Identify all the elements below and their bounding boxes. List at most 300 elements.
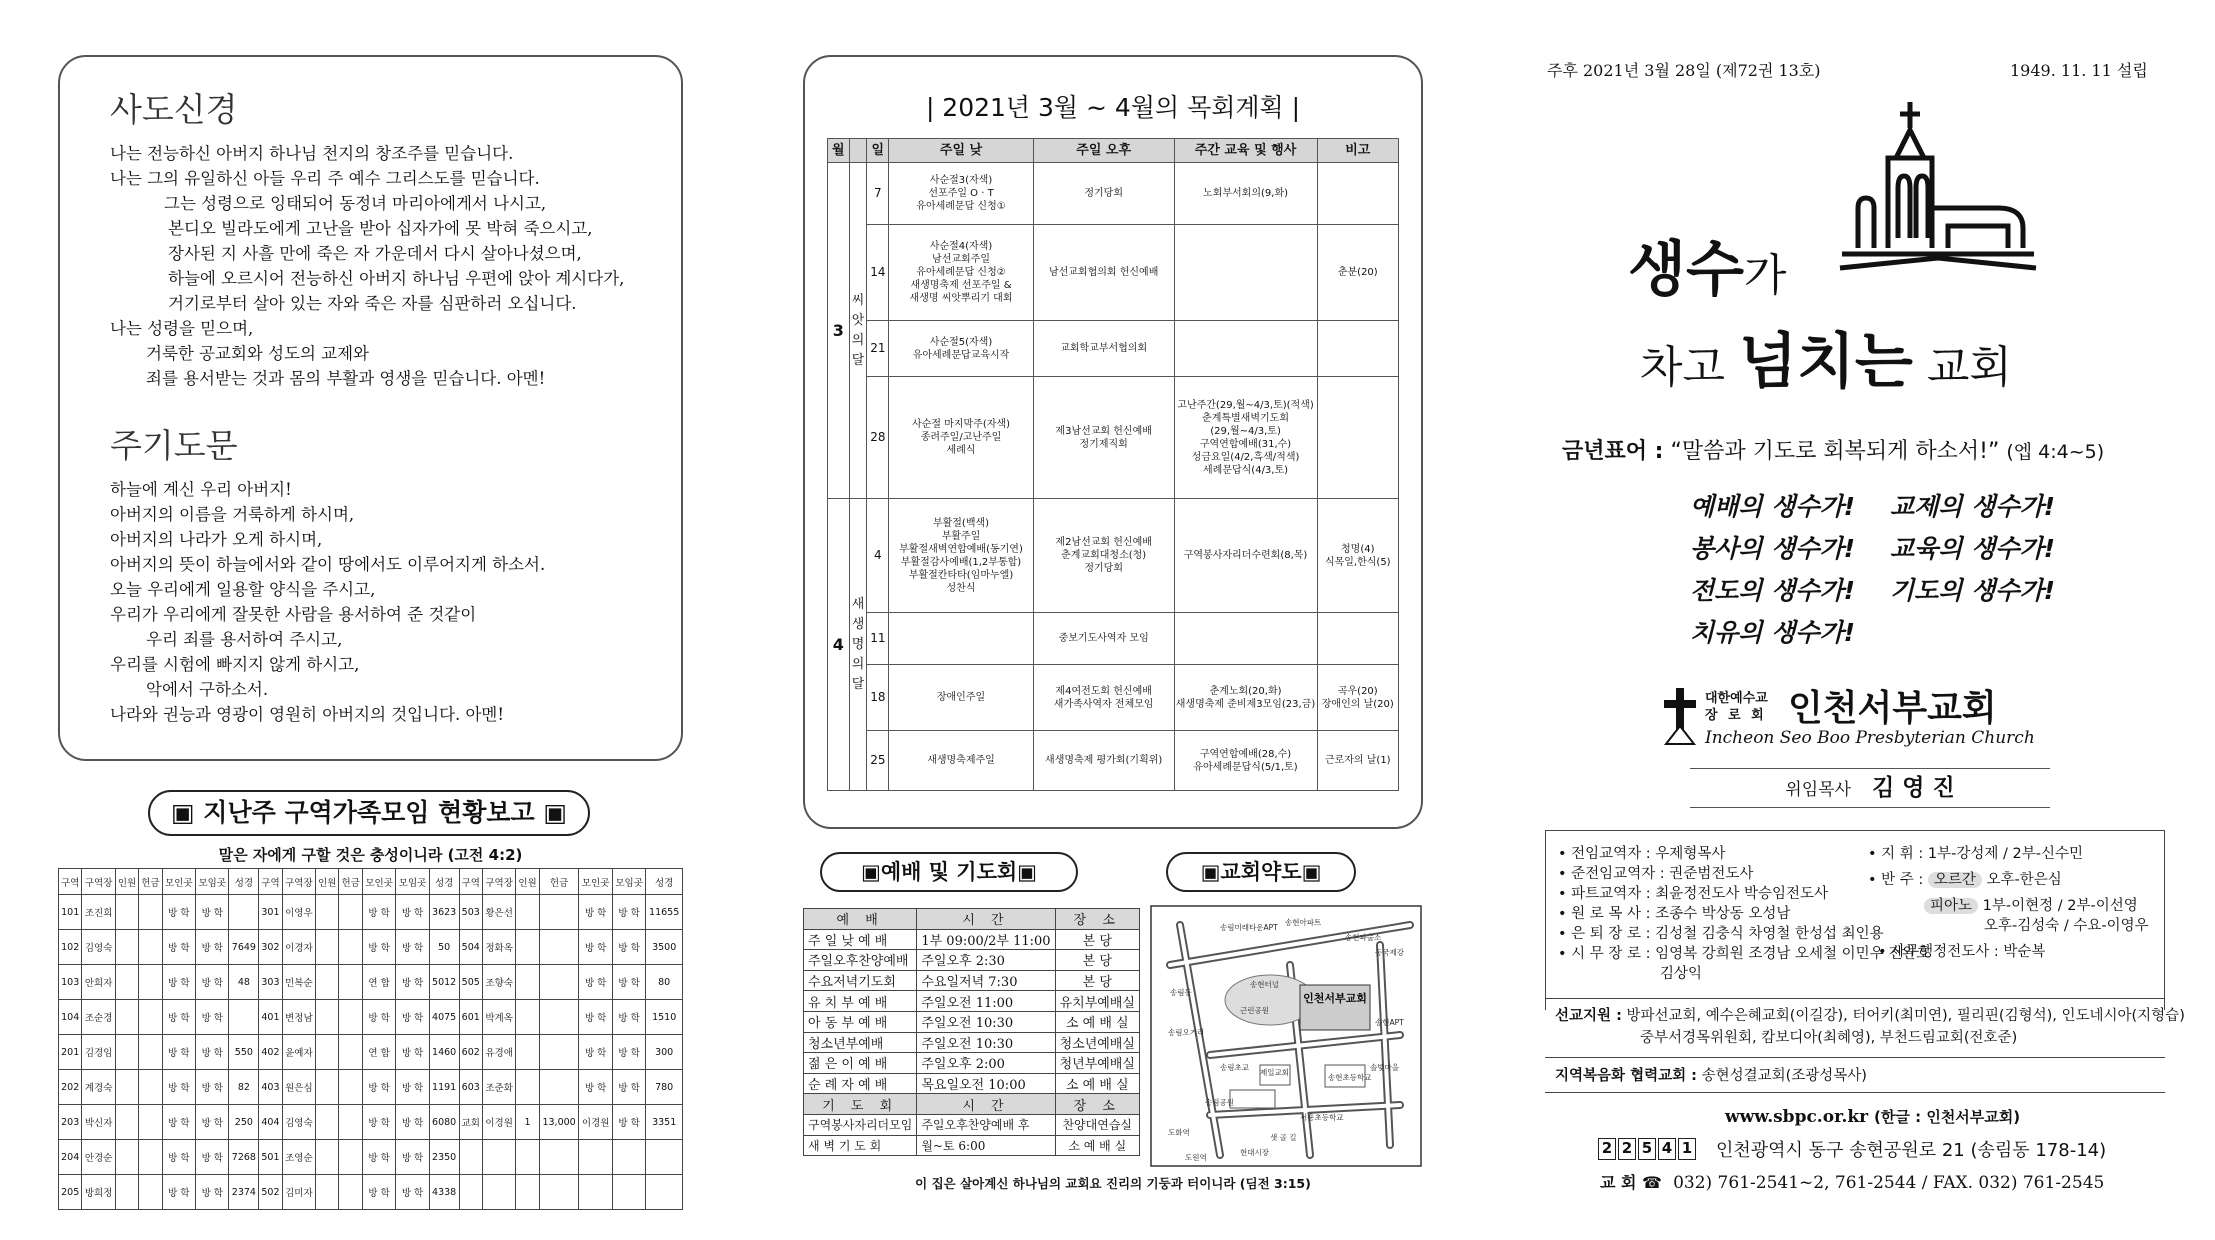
church-slogan-logo-2: 차고 넘치는 교회 xyxy=(1640,327,2012,397)
table-cell: 402 xyxy=(259,1035,282,1070)
table-cell: 1191 xyxy=(429,1070,459,1105)
table-header-cell: 헌금 xyxy=(539,869,579,895)
plan-header-cell: 주간 교육 및 행사 xyxy=(1174,139,1317,163)
staff-line: • 은 퇴 장 로 : 김성철 김충식 차영철 한성섭 최인용 xyxy=(1558,926,1884,942)
table-row xyxy=(59,1070,683,1105)
table-cell: 102 xyxy=(59,930,82,965)
table-cell: 방 학 xyxy=(162,1035,195,1070)
plan-cell: 춘계노회(20,화) 새생명축제 준비제3모임(23,금) xyxy=(1174,665,1317,731)
table-cell: 방 학 xyxy=(612,1000,645,1035)
slogan: 봉사의 생수가! xyxy=(1690,534,1856,563)
worship-cell: 주일오전 11:00 xyxy=(917,991,1055,1012)
plan-day: 11 xyxy=(867,613,889,665)
table-cell xyxy=(115,1175,138,1210)
table-cell: 401 xyxy=(259,1000,282,1035)
table-cell: 정화옥 xyxy=(482,930,515,965)
table-cell xyxy=(516,930,539,965)
table-cell: 3623 xyxy=(429,895,459,930)
worship-cell: 찬양대연습실 xyxy=(1055,1114,1139,1135)
table-cell: 변정남 xyxy=(282,1000,315,1035)
table-cell: 김영숙 xyxy=(82,930,115,965)
table-cell: 103 xyxy=(59,965,82,1000)
plan-day: 4 xyxy=(867,499,889,613)
table-cell xyxy=(539,965,579,1000)
worship-cell: 수요일저녁 7:30 xyxy=(917,970,1055,991)
plan-cell: 사순절4(자색) 남선교회주일 유아세례문답 신청② 새생명축제 선포주일 & 새생명 씨앗뿌리기 대회 xyxy=(889,225,1034,321)
worship-cell: 유치부예배실 xyxy=(1055,991,1139,1012)
table-header-cell: 모인곳 xyxy=(579,869,612,895)
map-title: ▣교회약도▣ xyxy=(1166,852,1356,892)
worship-cell: 주일오후 2:30 xyxy=(917,950,1055,971)
creed-line: 하늘에 오르시어 전능하신 아버지 하나님 우편에 앉아 계시다가, xyxy=(168,269,625,288)
established-date: 1949. 11. 11 설립 xyxy=(2010,61,2148,80)
table-cell xyxy=(115,1035,138,1070)
table-cell xyxy=(316,1035,339,1070)
table-cell: 1510 xyxy=(646,1000,683,1035)
table-row xyxy=(59,965,683,1000)
map-label: 송림오거리 xyxy=(1168,1028,1205,1037)
table-cell: 3351 xyxy=(646,1105,683,1140)
plan-day: 25 xyxy=(867,731,889,791)
table-cell: 6080 xyxy=(429,1105,459,1140)
zip-digit: 2 xyxy=(1618,1138,1636,1160)
map-label: 송현APT xyxy=(1375,1018,1404,1027)
table-header-cell: 모임곳 xyxy=(612,869,645,895)
table-cell: 50 xyxy=(429,930,459,965)
worship-header-cell: 장 소 xyxy=(1055,1094,1139,1115)
plan-cell: 구역봉사자리더수련회(8,목) xyxy=(1174,499,1317,613)
worship-cell: 구역봉사자리더모임 xyxy=(804,1114,917,1135)
mission: 선교지원 : 방파선교회, 예수은혜교회(이길강), 터어키(최미연), 필리핀(김형석), 인도네시아(지형습) xyxy=(1555,1008,2185,1024)
table-cell: 503 xyxy=(459,895,482,930)
table-cell xyxy=(139,1070,162,1105)
table-cell: 방 학 xyxy=(396,1105,429,1140)
worship-cell: 목요일오전 10:00 xyxy=(917,1073,1055,1094)
plan-month-theme: 씨 앗 의 달 xyxy=(849,163,867,499)
map-label: 근린공원 xyxy=(1240,1006,1269,1015)
table-cell: 502 xyxy=(259,1175,282,1210)
motto: 금년표어 : “말씀과 기도로 회복되게 하소서!” (엡 4:4~5) xyxy=(1562,439,2105,464)
table-cell: 602 xyxy=(459,1035,482,1070)
table-cell xyxy=(316,1000,339,1035)
plan-header-cell: 일 xyxy=(867,139,889,163)
creed-line: 본디오 빌라도에게 고난을 받아 십자가에 못 박혀 죽으시고, xyxy=(168,219,593,238)
plan-cell: 노회부서회의(9,화) xyxy=(1174,163,1317,225)
table-cell: 윤예자 xyxy=(282,1035,315,1070)
plan-row xyxy=(828,665,1399,731)
contact-divider xyxy=(1545,1092,2165,1093)
table-cell: 방 학 xyxy=(612,895,645,930)
table-cell: 교회 xyxy=(459,1105,482,1140)
table-cell: 방 학 xyxy=(196,1105,229,1140)
plan-cell xyxy=(1317,321,1398,377)
table-cell: 방 학 xyxy=(162,1070,195,1105)
table-cell xyxy=(139,895,162,930)
plan-day: 18 xyxy=(867,665,889,731)
zip-digit: 5 xyxy=(1638,1138,1656,1160)
table-cell: 방 학 xyxy=(396,1000,429,1035)
creed-title: 사도신경 xyxy=(110,90,238,129)
table-cell: 방 학 xyxy=(196,930,229,965)
worship-cell: 청년부예배실 xyxy=(1055,1053,1139,1074)
plan-cell: 구역연합예배(28,수) 유아세례문답식(5/1,토) xyxy=(1174,731,1317,791)
plan-cell: 고난주간(29,월~4/3,토)(적색) 춘계특별새벽기도회 (29,월~4/3,토) 구역연합예배(31,수) 성금요일(4/2,흑색/적색) 세례문답식(4/3,토) xyxy=(1174,377,1317,499)
plan-cell: 정기당회 xyxy=(1033,163,1174,225)
table-cell: 3500 xyxy=(646,930,683,965)
plan-row xyxy=(828,499,1399,613)
table-row xyxy=(59,930,683,965)
table-cell xyxy=(316,965,339,1000)
staff-line: • 파트교역자 : 최윤정전도사 박승임전도사 xyxy=(1558,886,1828,902)
worship-header-cell: 시 간 xyxy=(917,909,1055,930)
table-cell: 조준화 xyxy=(482,1070,515,1105)
table-cell xyxy=(516,965,539,1000)
table-cell xyxy=(516,1175,539,1210)
table-cell: 이영우 xyxy=(282,895,315,930)
worship-header-row xyxy=(804,909,1140,930)
table-cell xyxy=(115,895,138,930)
table-cell: 방 학 xyxy=(612,1035,645,1070)
table-cell xyxy=(339,1175,362,1210)
table-row xyxy=(59,1000,683,1035)
worship-cell: 수요저녁기도회 xyxy=(804,970,917,991)
table-cell: 202 xyxy=(59,1070,82,1105)
prayer-title: 주기도문 xyxy=(110,426,238,465)
address-line: 2 2 5 4 1 인천광역시 동구 송현공원로 21 (송림동 178-14) xyxy=(1598,1136,2106,1162)
table-cell: 404 xyxy=(259,1105,282,1140)
table-cell xyxy=(139,965,162,1000)
table-cell: 방희정 xyxy=(82,1175,115,1210)
table-cell xyxy=(482,1140,515,1175)
prayer-line: 아버지의 이름을 거룩하게 하시며, xyxy=(110,505,355,524)
worship-header-cell: 시 간 xyxy=(917,1094,1055,1115)
table-cell: 4338 xyxy=(429,1175,459,1210)
worship-cell: 청소년부예배 xyxy=(804,1032,917,1053)
table-cell: 방 학 xyxy=(362,1140,395,1175)
table-cell: 7268 xyxy=(229,1140,259,1175)
table-cell: 유경애 xyxy=(482,1035,515,1070)
table-cell: 방 학 xyxy=(396,965,429,1000)
table-cell xyxy=(316,1105,339,1140)
table-cell: 1 xyxy=(516,1105,539,1140)
zip-code xyxy=(1598,1138,1698,1160)
table-cell xyxy=(339,1070,362,1105)
table-cell: 방 학 xyxy=(396,1140,429,1175)
plan-cell: 중보기도사역자 모임 xyxy=(1033,613,1174,665)
plan-month: 4 xyxy=(828,499,850,791)
plan-cell: 곡우(20) 장애인의 날(20) xyxy=(1317,665,1398,731)
table-cell xyxy=(339,1000,362,1035)
table-cell: 13,000 xyxy=(539,1105,579,1140)
plan-cell xyxy=(1317,613,1398,665)
plan-header-cell: 비고 xyxy=(1317,139,1398,163)
prayer-line: 악에서 구하소서. xyxy=(146,680,269,699)
table-cell xyxy=(115,930,138,965)
table-cell xyxy=(516,1035,539,1070)
plan-row xyxy=(828,377,1399,499)
table-cell: 원은심 xyxy=(282,1070,315,1105)
prayer-line: 아버지의 뜻이 하늘에서와 같이 땅에서도 이루어지게 하소서. xyxy=(110,555,546,574)
table-cell: 505 xyxy=(459,965,482,1000)
worship-header-cell: 장 소 xyxy=(1055,909,1139,930)
table-cell: 방 학 xyxy=(612,965,645,1000)
table-row xyxy=(59,895,683,930)
table-cell: 방 학 xyxy=(579,1000,612,1035)
plan-cell: 사순절3(자색) 선포주일 O · T 유아세례문답 신청① xyxy=(889,163,1034,225)
plan-day: 28 xyxy=(867,377,889,499)
table-header-cell: 헌금 xyxy=(139,869,162,895)
plan-row xyxy=(828,321,1399,377)
table-cell: 이경원 xyxy=(579,1105,612,1140)
plan-header-cell: 주일 오후 xyxy=(1033,139,1174,163)
table-cell: 조진희 xyxy=(82,895,115,930)
worship-verse: 이 집은 살아계신 하나님의 교회요 진리의 기둥과 터이니라 (딤전 3:15) xyxy=(915,1176,1311,1191)
plan-day: 14 xyxy=(867,225,889,321)
table-cell: 방 학 xyxy=(162,930,195,965)
table-cell: 조영순 xyxy=(282,1140,315,1175)
table-header-row xyxy=(59,869,683,895)
plan-cell: 사순절5(자색) 유아세례문답교육시작 xyxy=(889,321,1034,377)
table-cell xyxy=(612,1175,645,1210)
table-cell xyxy=(482,1175,515,1210)
staff-line: • 시 무 장 로 : 임영복 강희원 조경남 오세철 이민우 전완호 xyxy=(1558,946,1931,962)
table-header-cell: 구역장 xyxy=(282,869,315,895)
table-cell: 계경숙 xyxy=(82,1070,115,1105)
table-cell: 방 학 xyxy=(362,1175,395,1210)
worship-cell: 주일오전 10:30 xyxy=(917,1011,1055,1032)
prayer-line: 우리 죄를 용서하여 주시고, xyxy=(146,630,343,649)
table-cell: 방 학 xyxy=(396,895,429,930)
table-cell: 780 xyxy=(646,1070,683,1105)
table-cell xyxy=(339,1105,362,1140)
table-cell: 603 xyxy=(459,1070,482,1105)
plan-cell xyxy=(1317,377,1398,499)
table-header-cell: 헌금 xyxy=(339,869,362,895)
map-label: 송현터널 xyxy=(1250,980,1279,989)
table-cell xyxy=(229,1000,259,1035)
map-label: 솔빛마을 xyxy=(1370,1063,1399,1072)
worship-row xyxy=(804,1011,1140,1032)
report-title: ▣ 지난주 구역가족모임 현황보고 ▣ xyxy=(148,790,590,836)
table-cell xyxy=(316,895,339,930)
plan-day: 7 xyxy=(867,163,889,225)
worship-cell: 1부 09:00/2부 11:00 xyxy=(917,929,1055,950)
prayer-line: 우리가 우리에게 잘못한 사람을 용서하여 준 것같이 xyxy=(110,605,477,624)
table-cell: 방 학 xyxy=(196,1140,229,1175)
table-row xyxy=(59,1105,683,1140)
worship-row xyxy=(804,1114,1140,1135)
table-cell xyxy=(115,1000,138,1035)
table-cell xyxy=(316,1070,339,1105)
denomination: 대한예수교 장 로 회 xyxy=(1705,691,1768,723)
worship-cell: 소 예 배 실 xyxy=(1055,1011,1139,1032)
table-header-cell: 구역장 xyxy=(82,869,115,895)
table-cell: 301 xyxy=(259,895,282,930)
plan-row xyxy=(828,731,1399,791)
website-link[interactable]: www.sbpc.or.kr xyxy=(1725,1107,1869,1127)
prayer-body xyxy=(110,477,545,727)
creed-line: 그는 성령으로 잉태되어 동정녀 마리아에게서 나시고, xyxy=(164,194,547,213)
worship-row xyxy=(804,950,1140,971)
table-cell: 501 xyxy=(259,1140,282,1175)
table-header-cell: 구역장 xyxy=(482,869,515,895)
plan-cell: 새생명축제 평가회(기획위) xyxy=(1033,731,1174,791)
prayer-line: 우리를 시험에 빠지지 않게 하시고, xyxy=(110,655,360,674)
plan-row xyxy=(828,613,1399,665)
plan-cell: 제3남선교회 헌신예배 정기제직회 xyxy=(1033,377,1174,499)
creed-line: 나는 성령을 믿으며, xyxy=(110,319,254,338)
slogan: 전도의 생수가! xyxy=(1690,576,1856,605)
table-cell: 방 학 xyxy=(196,895,229,930)
table-header-cell: 인원 xyxy=(516,869,539,895)
map-label: 송현초등학교 xyxy=(1328,1073,1372,1082)
church-name-english: Incheon Seo Boo Presbyterian Church xyxy=(1705,728,2035,748)
plan-cell xyxy=(1174,225,1317,321)
plan-row xyxy=(828,225,1399,321)
table-cell: 방 학 xyxy=(396,1035,429,1070)
plan-title: | 2021년 3월 ~ 4월의 목회계획 | xyxy=(925,93,1301,122)
table-cell: 방 학 xyxy=(612,1070,645,1105)
table-cell: 403 xyxy=(259,1070,282,1105)
creed-line: 나는 전능하신 아버지 하나님 천지의 창조주를 믿습니다. xyxy=(110,144,514,163)
table-cell: 302 xyxy=(259,930,282,965)
table-cell: 방 학 xyxy=(196,1175,229,1210)
slogans xyxy=(1690,486,2110,654)
issue-date: 주후 2021년 3월 28일 (제72권 13호) xyxy=(1547,61,1821,80)
table-cell: 방 학 xyxy=(579,965,612,1000)
table-cell: 11655 xyxy=(646,895,683,930)
plan-cell: 부활절(백색) 부활주일 부활절새벽연합예배(동기연) 부활절감사예배(1,2부통합) 부활절칸타타(임마누엘) 성찬식 xyxy=(889,499,1034,613)
plan-header-cell: 주일 낮 xyxy=(889,139,1034,163)
table-cell xyxy=(316,1175,339,1210)
table-row xyxy=(59,1175,683,1210)
table-cell xyxy=(646,1175,683,1210)
table-header-cell: 구역 xyxy=(259,869,282,895)
plan-day: 21 xyxy=(867,321,889,377)
phone-line: 교 회 ☎ 032) 761-2541~2, 761-2544 / FAX. 032) 761-2545 xyxy=(1600,1173,2105,1193)
worship-cell: 청소년예배실 xyxy=(1055,1032,1139,1053)
worship-header-cell: 예 배 xyxy=(804,909,917,930)
creed-line: 거룩한 공교회와 성도의 교제와 xyxy=(146,344,369,363)
table-cell xyxy=(539,1175,579,1210)
table-cell xyxy=(516,1000,539,1035)
church-building-icon xyxy=(1838,98,2038,280)
table-cell xyxy=(139,1140,162,1175)
table-cell xyxy=(115,965,138,1000)
table-cell: 방 학 xyxy=(162,895,195,930)
table-cell: 2350 xyxy=(429,1140,459,1175)
staff-line: 김상익 xyxy=(1660,966,1703,982)
table-cell xyxy=(579,1140,612,1175)
table-cell: 1460 xyxy=(429,1035,459,1070)
table-header-cell: 모인곳 xyxy=(362,869,395,895)
plan-table xyxy=(827,138,1399,791)
table-cell xyxy=(539,1140,579,1175)
table-cell xyxy=(139,1000,162,1035)
table-header-cell: 성경 xyxy=(229,869,259,895)
slogan: 기도의 생수가! xyxy=(1890,576,2056,605)
table-cell: 김경임 xyxy=(82,1035,115,1070)
table-header-cell: 성경 xyxy=(429,869,459,895)
worship-cell: 유 치 부 예 배 xyxy=(804,991,917,1012)
map-church-label: 인천서부교회 xyxy=(1303,992,1367,1005)
table-cell: 방 학 xyxy=(162,1140,195,1175)
worship-cell: 새 벽 기 도 회 xyxy=(804,1135,917,1156)
plan-month-theme: 새 생 명 의 달 xyxy=(849,499,867,791)
table-cell: 방 학 xyxy=(612,930,645,965)
worship-header-cell: 기 도 회 xyxy=(804,1094,917,1115)
table-cell: 601 xyxy=(459,1000,482,1035)
map-label: 송림초교 xyxy=(1220,1063,1249,1072)
plan-cell: 제4여전도회 헌신예배 새가족사역자 전체모임 xyxy=(1033,665,1174,731)
plan-cell: 교회학교부서협의회 xyxy=(1033,321,1174,377)
pastor-line: 위임목사 김 영 진 xyxy=(1690,768,2050,808)
table-cell: 201 xyxy=(59,1035,82,1070)
slogan: 예배의 생수가! xyxy=(1690,492,1856,521)
plan-month: 3 xyxy=(828,163,850,499)
worship-row xyxy=(804,1032,1140,1053)
creed-line: 장사된 지 사흘 만에 죽은 자 가운데서 다시 살아나셨으며, xyxy=(168,244,582,263)
worship-cell: 본 당 xyxy=(1055,950,1139,971)
plan-cell xyxy=(1317,163,1398,225)
table-cell: 550 xyxy=(229,1035,259,1070)
table-cell: 2374 xyxy=(229,1175,259,1210)
table-cell: 250 xyxy=(229,1105,259,1140)
worship-cell: 아 동 부 예 배 xyxy=(804,1011,917,1032)
table-cell: 방 학 xyxy=(196,1000,229,1035)
table-cell: 204 xyxy=(59,1140,82,1175)
church-slogan-logo: 생수가 xyxy=(1628,235,1787,305)
table-cell xyxy=(139,1175,162,1210)
table-cell xyxy=(115,1105,138,1140)
plan-cell: 사순절 마지막주(자색) 종려주일/고난주일 세례식 xyxy=(889,377,1034,499)
table-cell: 연 합 xyxy=(362,965,395,1000)
table-cell: 104 xyxy=(59,1000,82,1035)
church-map xyxy=(1150,905,1422,1167)
table-cell: 박계옥 xyxy=(482,1000,515,1035)
table-cell: 205 xyxy=(59,1175,82,1210)
creed-line: 나는 그의 유일하신 아들 우리 주 예수 그리스도를 믿습니다. xyxy=(110,169,540,188)
worship-title: ▣예배 및 기도회▣ xyxy=(820,852,1078,892)
church-name: 인천서부교회 xyxy=(1788,688,1997,729)
map-label: 제일교회 xyxy=(1260,1068,1289,1077)
table-cell: 연 합 xyxy=(362,1035,395,1070)
table-header-cell: 인원 xyxy=(316,869,339,895)
worship-row xyxy=(804,1073,1140,1094)
map-label: 송림공원 xyxy=(1205,1098,1234,1107)
cross-logo-icon xyxy=(1660,686,1700,746)
worship-cell: 본 당 xyxy=(1055,929,1139,950)
table-cell: 방 학 xyxy=(579,1035,612,1070)
zip-digit: 2 xyxy=(1598,1138,1616,1160)
worship-row xyxy=(804,929,1140,950)
plan-cell xyxy=(1174,613,1317,665)
table-cell: 방 학 xyxy=(396,1175,429,1210)
table-cell: 방 학 xyxy=(579,1070,612,1105)
table-cell: 안경순 xyxy=(82,1140,115,1175)
table-header-cell: 구역 xyxy=(59,869,82,895)
table-cell xyxy=(539,1070,579,1105)
table-cell: 방 학 xyxy=(579,895,612,930)
map-label: 송현파출소 xyxy=(1345,933,1382,942)
map-label: 샛 골 길 xyxy=(1270,1133,1297,1142)
staff-line: • 원 로 목 사 : 조종수 박상동 오성남 xyxy=(1558,906,1791,922)
plan-header-cell: 월 xyxy=(828,139,850,163)
plan-cell: 근로자의 날(1) xyxy=(1317,731,1398,791)
table-cell xyxy=(339,895,362,930)
map-label: 현대시장 xyxy=(1240,1148,1269,1157)
plan-cell xyxy=(1174,321,1317,377)
